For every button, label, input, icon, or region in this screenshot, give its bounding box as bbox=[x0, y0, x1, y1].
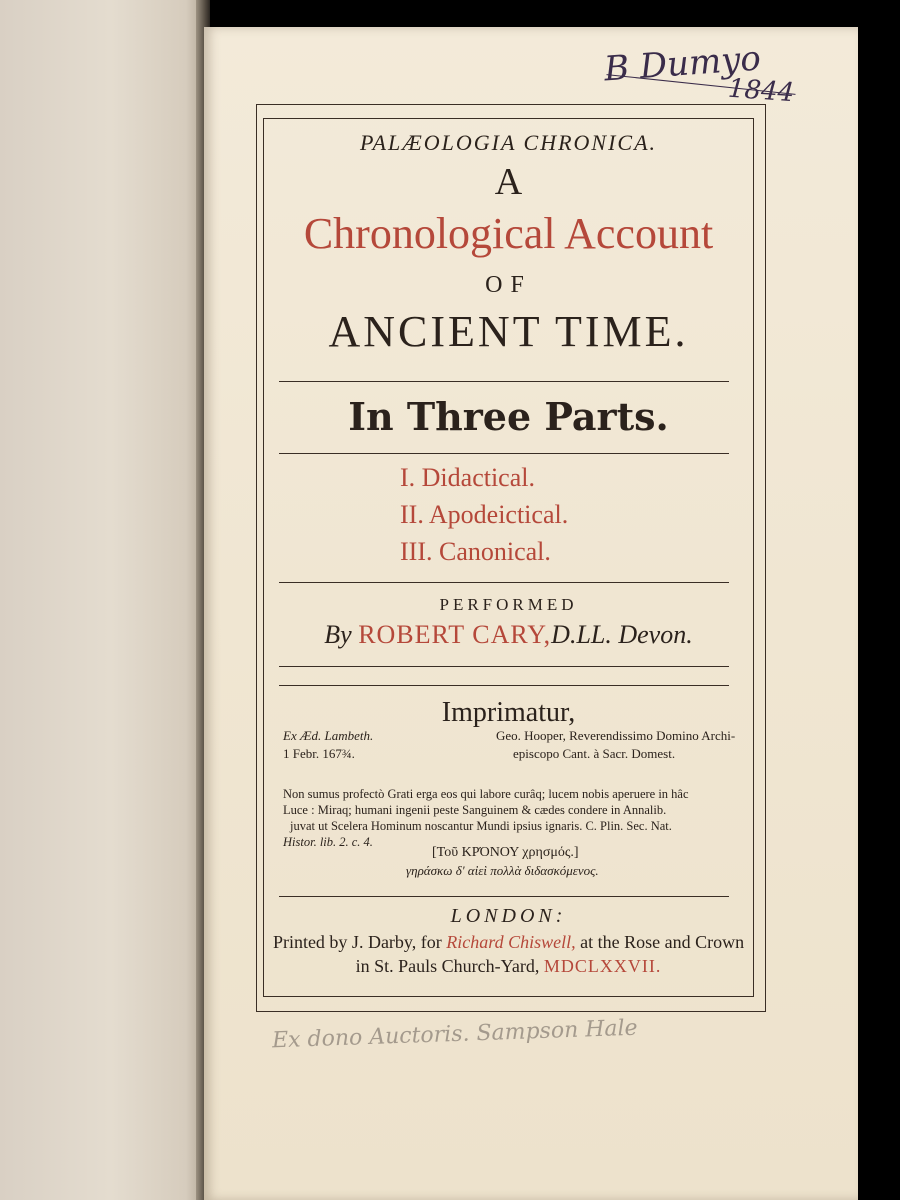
imprint-sign: at the Rose and Crown bbox=[575, 932, 745, 952]
performed-label: PERFORMED bbox=[439, 595, 578, 614]
title-of: OF bbox=[485, 272, 532, 298]
imprint-place: in St. Pauls Church-Yard, bbox=[355, 956, 544, 976]
imprint-line-2 bbox=[263, 956, 754, 977]
license-signer-2: episcopo Cant. à Sacr. Domest. bbox=[513, 746, 676, 761]
part-1: I. Didactical. bbox=[400, 463, 535, 492]
rule-5 bbox=[279, 896, 729, 897]
imprint-publisher: Richard Chiswell, bbox=[446, 932, 576, 952]
quote-line-4: Histor. lib. 2. c. 4. bbox=[283, 835, 373, 849]
rule-1 bbox=[279, 381, 729, 382]
greek-line-1: [Τοῦ ΚΡΌΝΟΥ χρησμός.] bbox=[432, 845, 579, 860]
title-article: A bbox=[494, 161, 523, 203]
license-signer-1: Geo. Hooper, Reverendissimo Domino Archi- bbox=[496, 728, 736, 743]
rule-4a bbox=[279, 666, 729, 667]
rule-2 bbox=[279, 453, 729, 454]
license-date: 1 Febr. 167¾. bbox=[283, 746, 355, 761]
imprint-city: LONDON: bbox=[450, 905, 567, 927]
quote-line-1: Non sumus profectò Grati erga eos qui labore curâq; lucem nobis aperuere in hâc bbox=[283, 787, 689, 801]
left-page bbox=[0, 0, 202, 1200]
rule-4b bbox=[279, 685, 729, 686]
imprint-line-1 bbox=[263, 932, 754, 953]
main-title: Chronological Account bbox=[303, 209, 714, 258]
imprimatur: Imprimatur, bbox=[441, 697, 576, 728]
subject-title: ANCIENT TIME. bbox=[328, 307, 689, 356]
greek-line-2: γηράσκω δ' αἰεὶ πολλὰ διδασκόμενος. bbox=[406, 863, 599, 878]
signature-year: 1844 bbox=[727, 73, 796, 109]
quote-line-2: Luce : Miraq; humani ingenii peste Sanguinem & cædes condere in Annalib. bbox=[283, 803, 667, 817]
owner-signature: B Dumyo bbox=[602, 38, 763, 90]
author-degree: D.LL. Devon. bbox=[551, 620, 693, 649]
pencil-inscription: Ex dono Auctoris. Sampson Hale bbox=[271, 1015, 639, 1054]
part-3: III. Canonical. bbox=[400, 537, 551, 566]
part-2: II. Apodeictical. bbox=[400, 500, 569, 529]
imprint-printer: Printed by J. Darby, for bbox=[272, 932, 447, 952]
quote-line-3: juvat ut Scelera Hominum noscantur Mundi ipsius ignaris. C. Plin. Sec. Nat. bbox=[290, 819, 672, 833]
license-place: Ex Æd. Lambeth. bbox=[283, 728, 374, 743]
rule-3 bbox=[279, 582, 729, 583]
author-line bbox=[263, 620, 754, 650]
author-name: ROBERT CARY, bbox=[358, 620, 552, 649]
parts-heading: In Three Parts. bbox=[348, 394, 669, 439]
imprint-year: MDCLXXVII. bbox=[543, 956, 662, 976]
author-by: By bbox=[324, 620, 352, 649]
series-title: PALÆOLOGIA CHRONICA. bbox=[359, 130, 658, 155]
